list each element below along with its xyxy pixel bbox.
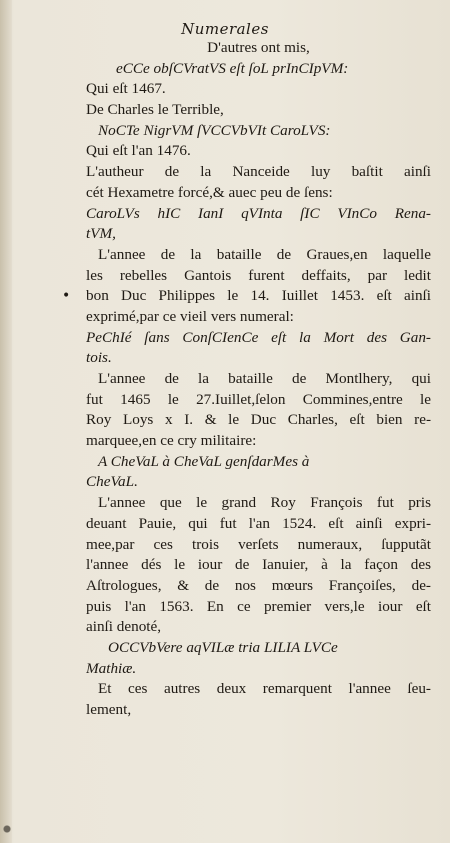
ink-smudge bbox=[0, 815, 14, 843]
text-line: l'annee dés le iour de Ianuier, à la façon des bbox=[86, 556, 431, 574]
text-line: les rebelles Gantois furent deffaits, par ledit bbox=[86, 266, 431, 284]
body-text bbox=[86, 38, 431, 721]
text-line: bon Duc Philippes le 14. Iuillet 1453. eſt ainſi bbox=[86, 287, 431, 305]
text-line: ainſi denoté, bbox=[86, 618, 162, 636]
text-line: mee,par ces trois verſets numeraux, ſupputãt bbox=[86, 535, 431, 553]
text-line: marquee,en ce cry militaire: bbox=[86, 432, 257, 450]
page-gutter-edge bbox=[0, 0, 12, 843]
text-line: De Charles le Terrible, bbox=[86, 101, 224, 119]
text-line: deuant Pauie, qui fut l'an 1524. eſt ainſi expri- bbox=[86, 514, 431, 532]
text-line: Qui eſt 1467. bbox=[86, 80, 166, 98]
text-line: D'autres ont mis, bbox=[207, 39, 310, 56]
chronogram-line: tVM, bbox=[86, 225, 116, 243]
text-line: Aſtrologues, & de nos mœurs Françoiſes, de- bbox=[86, 576, 431, 594]
text-line: fut 1465 le 27.Iuillet,ſelon Commines,entre le bbox=[86, 390, 431, 408]
text-line: exprimé,par ce vieil vers numeral: bbox=[86, 307, 294, 325]
text-line: puis l'an 1563. En ce premier vers,le iour eſt bbox=[86, 597, 431, 615]
margin-mark: • bbox=[62, 288, 71, 304]
chronogram-line: OCCVbVere aqVILæ tria LILIA LVCe bbox=[108, 638, 338, 656]
text-line: L'autheur de la Nanceide luy baſtit ainſi bbox=[86, 163, 431, 181]
text-line: L'annee que le grand Roy François fut pris bbox=[98, 494, 431, 512]
text-line: L'annee de la bataille de Graues,en laquelle bbox=[98, 245, 431, 263]
chronogram-line: PeChIé ſans ConſCIenCe eſt la Mort des Gan- bbox=[86, 328, 431, 346]
chronogram-line: NoCTe NigrVM ſVCCVbVIt CaroLVS: bbox=[98, 121, 331, 139]
text-line: Qui eſt l'an 1476. bbox=[86, 142, 191, 160]
text-line: Et ces autres deux remarquent l'annee ſeu- bbox=[98, 680, 431, 698]
text-line: cét Hexametre forcé,& auec peu de ſens: bbox=[86, 183, 333, 201]
chronogram-line: tois. bbox=[86, 349, 112, 367]
text-line: lement, bbox=[86, 701, 132, 718]
chronogram-line: CaroLVs hIC IanI qVInta ſIC VInCo Rena- bbox=[86, 204, 431, 222]
text-line: L'annee de la bataille de Montlhery, qui bbox=[98, 370, 431, 387]
running-header: Numerales bbox=[181, 20, 269, 38]
chronogram-line: A CheVaL à CheVaL genſdarMes à bbox=[98, 452, 310, 470]
chronogram-line: Mathiæ. bbox=[86, 659, 137, 677]
chronogram-line: CheVaL. bbox=[86, 473, 138, 491]
text-line: Roy Loys x I. & le Duc Charles, eſt bien re- bbox=[86, 411, 431, 429]
chronogram-line: eCCe obſCVratVS eſt ſoL prInCIpVM: bbox=[116, 59, 349, 77]
